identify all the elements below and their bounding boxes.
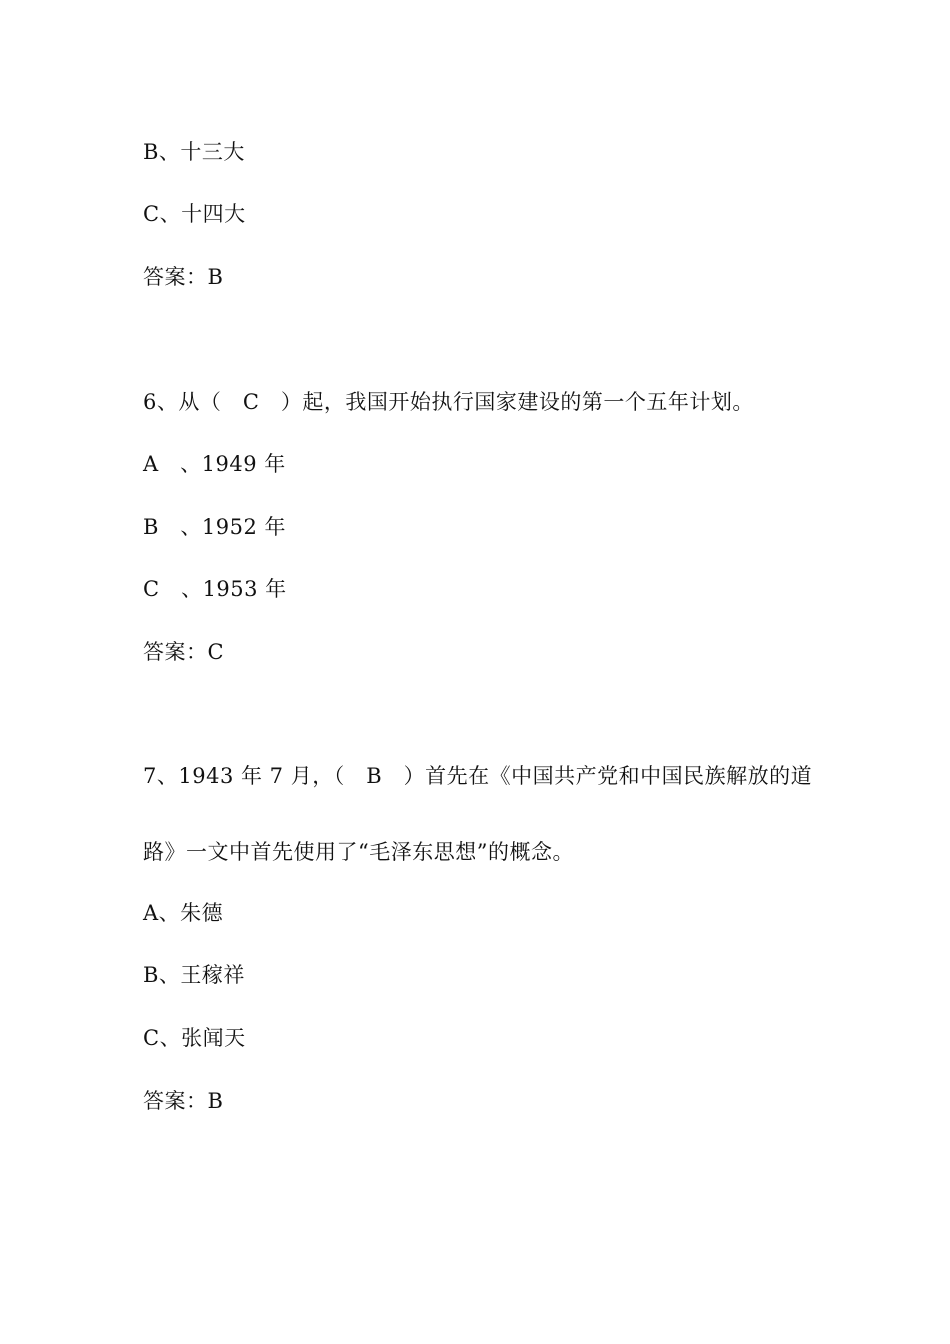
question-6: 6、从（ C ）起，我国开始执行国家建设的第一个五年计划。 [143,390,754,414]
question-7-line-1: 7、1943 年 7 月，（ B ）首先在《中国共产党和中国民族解放的道 [143,764,813,788]
option-a: A 、1949 年 [143,452,286,476]
option-c: C 、1953 年 [143,577,287,601]
answer: 答案：B [143,1089,224,1113]
answer: 答案：C [143,640,225,664]
option-b: B 、1952 年 [143,515,287,539]
question-7-line-2: 路》一文中首先使用了“毛泽东思想”的概念。 [143,840,574,864]
option-a: A、朱德 [143,901,224,925]
option-c: C、十四大 [143,202,246,226]
option-b: B、十三大 [143,140,245,164]
option-c: C、张闻天 [143,1026,246,1050]
option-b: B、王稼祥 [143,963,245,987]
answer: 答案：B [143,265,224,289]
